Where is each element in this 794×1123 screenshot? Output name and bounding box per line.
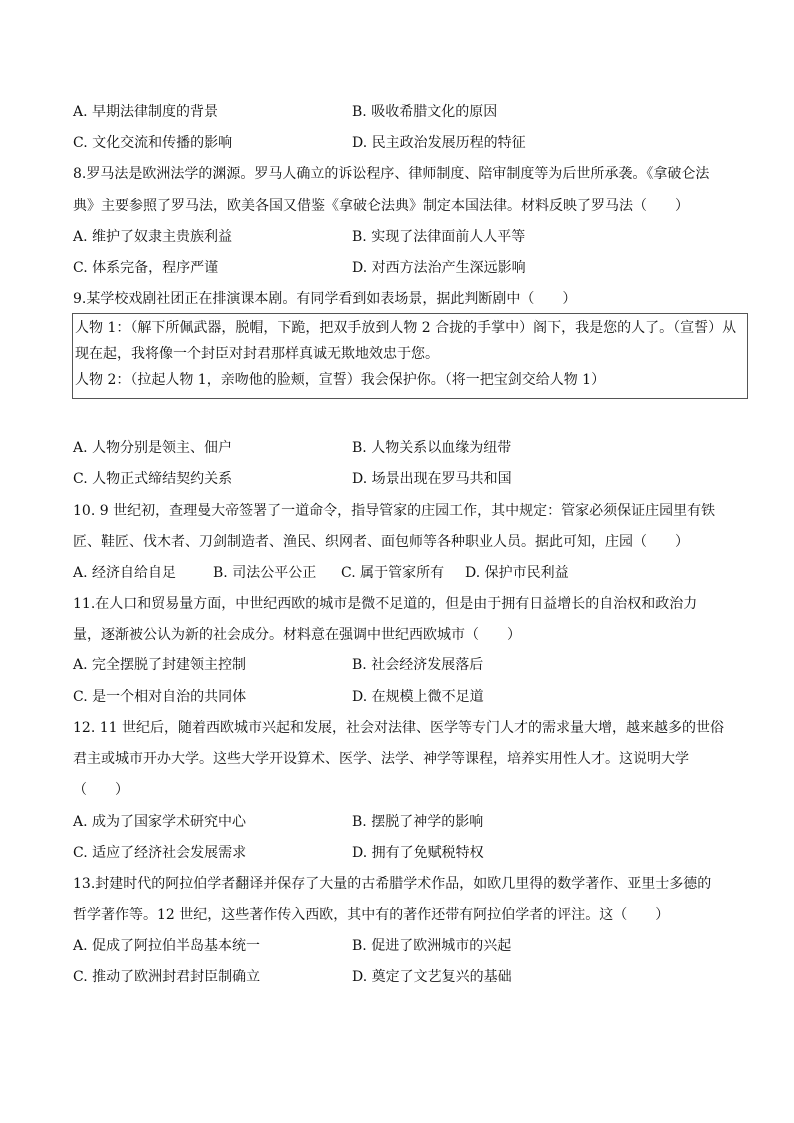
q8-option-b: B. 实现了法律面前人人平等: [352, 229, 526, 245]
q9-option-b: B. 人物关系以血缘为纽带: [352, 440, 512, 456]
q9-stem: 9.某学校戏剧社团正在排演课本剧。有同学看到如表场景，据此判断剧中（ ）: [73, 291, 577, 307]
q13-option-a: A. 促成了阿拉伯半岛基本统一: [73, 938, 261, 954]
q7-option-c: C. 文化交流和传播的影响: [73, 135, 233, 151]
q11-option-d: D. 在规模上微不足道: [352, 689, 484, 705]
q8-option-a: A. 维护了奴隶主贵族利益: [73, 229, 233, 245]
q9-scene-line-1: 人物 1：（解下所佩武器，脱帽，下跪，把双手放到人物 2 合拢的手掌中）阁下，我是您的人了。（宣誓）从: [75, 320, 737, 336]
q10-stem-line-2: 匠、鞋匠、伐木者、刀剑制造者、渔民、织网者、面包师等各种职业人员。据此可知，庄园（ ）: [73, 534, 689, 550]
q11-option-a: A. 完全摆脱了封建领主控制: [73, 657, 247, 673]
q9-option-d: D. 场景出现在罗马共和国: [352, 471, 512, 487]
q12-option-b: B. 摆脱了神学的影响: [352, 814, 484, 830]
q10-option-c: C. 属于管家所有: [341, 565, 445, 581]
q13-option-c: C. 推动了欧洲封君封臣制确立: [73, 969, 261, 985]
q10-option-b: B. 司法公平公正: [213, 565, 317, 581]
q12-stem-line-2: 君主或城市开办大学。这些大学开设算术、医学、法学、神学等课程，培养实用性人才。这说明大学: [73, 751, 689, 767]
q13-option-b: B. 促进了欧洲城市的兴起: [352, 938, 512, 954]
q10-option-d: D. 保护市民利益: [465, 565, 569, 581]
q12-option-d: D. 拥有了免赋税特权: [352, 845, 484, 861]
q10-stem-line-1: 10. 9 世纪初，查理曼大帝签署了一道命令，指导管家的庄园工作，其中规定：管家必须保证庄园里有铁: [73, 503, 716, 519]
q12-stem-line-3: （ ）: [73, 782, 129, 798]
q7-option-b: B. 吸收希腊文化的原因: [352, 104, 498, 120]
q9-scene-box: [72, 313, 748, 399]
q9-scene-line-3: 人物 2：（拉起人物 1，亲吻他的脸颊，宣誓）我会保护你。（将一把宝剑交给人物 1）: [75, 372, 606, 388]
q12-option-c: C. 适应了经济社会发展需求: [73, 845, 247, 861]
q9-option-a: A. 人物分别是领主、佃户: [73, 440, 233, 456]
q11-stem-line-1: 11.在人口和贸易量方面，中世纪西欧的城市是微不足道的，但是由于拥有日益增长的自治权和政治力: [73, 596, 698, 612]
q13-option-d: D. 奠定了文艺复兴的基础: [352, 969, 512, 985]
q11-option-b: B. 社会经济发展落后: [352, 657, 484, 673]
q13-stem-line-1: 13.封建时代的阿拉伯学者翻译并保存了大量的古希腊学术作品，如欧几里得的数学著作、亚里士多德的: [73, 876, 712, 892]
q9-option-c: C. 人物正式缔结契约关系: [73, 471, 233, 487]
q11-option-c: C. 是一个相对自治的共同体: [73, 689, 247, 705]
q7-option-a: A. 早期法律制度的背景: [73, 104, 219, 120]
q13-stem-line-2: 哲学著作等。12 世纪，这些著作传入西欧，其中有的著作还带有阿拉伯学者的评注。这（ ）: [73, 907, 670, 923]
q12-stem-line-1: 12. 11 世纪后，随着西欧城市兴起和发展，社会对法律、医学等专门人才的需求量大增，越来越多的世俗: [73, 720, 724, 736]
q11-stem-line-2: 量，逐渐被公认为新的社会成分。材料意在强调中世纪西欧城市（ ）: [73, 627, 521, 643]
q12-option-a: A. 成为了国家学术研究中心: [73, 814, 247, 830]
q10-option-a: A. 经济自给自足: [73, 565, 177, 581]
q8-stem-line-1: 8.罗马法是欧洲法学的渊源。罗马人确立的诉讼程序、律师制度、陪审制度等为后世所承袭。《拿破仑法: [73, 166, 710, 182]
q8-option-c: C. 体系完备，程序严谨: [73, 260, 219, 276]
q8-stem-line-2: 典》主要参照了罗马法，欧美各国又借鉴《拿破仑法典》制定本国法律。材料反映了罗马法（ ）: [73, 198, 689, 214]
q8-option-d: D. 对西方法治产生深远影响: [352, 260, 526, 276]
q9-scene-line-2: 现在起，我将像一个封臣对封君那样真诚无欺地效忠于您。: [75, 346, 439, 362]
q7-option-d: D. 民主政治发展历程的特征: [352, 135, 526, 151]
